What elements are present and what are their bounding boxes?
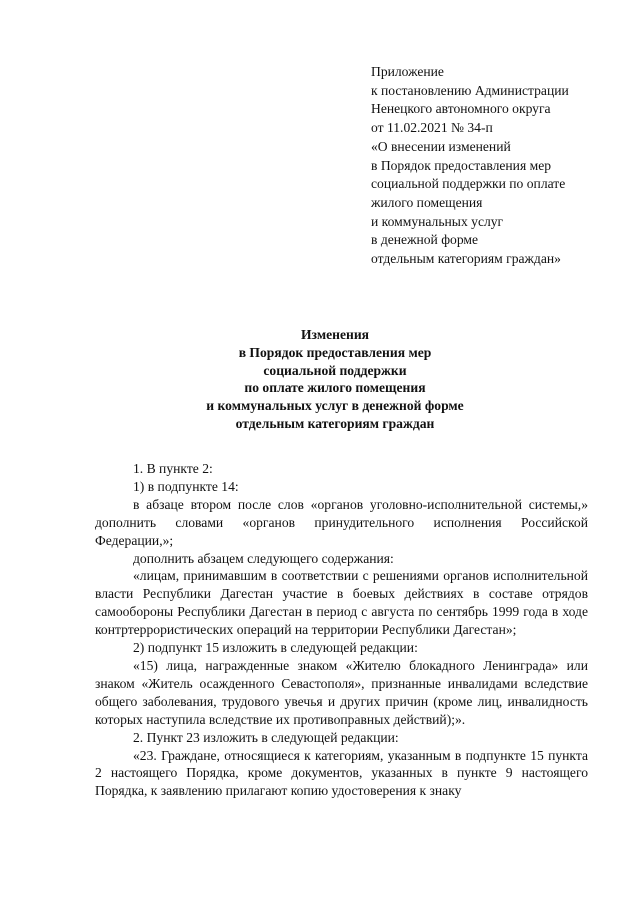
body-paragraph: «23. Граждане, относящиеся к категориям, указанным в подпункте 15 пункта 2 настоящего Порядка, кроме документов, указанных в пункте 9 настоящего Порядка, к заявлению прилагают копию удостоверения к знаку [95, 747, 588, 799]
title-line: по оплате жилого помещения [244, 380, 426, 396]
body-paragraph: в абзаце втором после слов «органов уголовно-исполнительной системы,» дополнить словами «органов принудительного исполнения Российской Федерации,»; [95, 496, 588, 548]
appendix-line: и коммунальных услуг [371, 213, 504, 229]
title-line: в Порядок предоставления мер [238, 344, 432, 360]
document-body [95, 460, 588, 800]
appendix-line: отдельным категориям граждан» [371, 251, 561, 267]
appendix-line: социальной поддержки по оплате [371, 176, 566, 192]
body-paragraph: 2. Пункт 23 изложить в следующей редакции: [133, 729, 399, 745]
body-paragraph: дополнить абзацем следующего содержания: [133, 550, 394, 566]
body-paragraph: 1) в подпункте 14: [133, 478, 239, 494]
body-paragraph: «15) лица, награжденные знаком «Жителю блокадного Ленинграда» или знаком «Житель осажденного Севастополя», признанные инвалидами вследствие общего заболевания, трудового увечья и других причин (кроме лиц, инвалидность которых наступила вследствие их противоправных действий);». [95, 657, 588, 727]
body-paragraph: «лицам, принимавшим в соответствии с решениями органов исполнительной власти Республики Дагестан участие в боевых действиях в составе отрядов самообороны Республики Дагестан в период с августа по сентябрь 1999 года в ходе контртеррористических операций на территории Республики Дагестан»; [95, 568, 588, 638]
appendix-line: к постановлению Администрации [371, 82, 569, 98]
appendix-line: жилого помещения [371, 194, 483, 210]
document-title [100, 326, 570, 433]
appendix-line: в Порядок предоставления мер [371, 157, 552, 173]
appendix-line: Ненецкого автономного округа [371, 101, 551, 117]
appendix-line: от 11.02.2021 № 34-п [371, 120, 493, 136]
appendix-header [371, 63, 621, 269]
appendix-line: Приложение [371, 64, 444, 79]
title-line: социальной поддержки [263, 362, 407, 378]
appendix-line: в денежной форме [371, 232, 479, 248]
body-paragraph: 2) подпункт 15 изложить в следующей редакции: [133, 640, 418, 656]
appendix-line: «О внесении изменений [371, 138, 511, 154]
title-line: Изменения [300, 327, 370, 342]
body-paragraph: 1. В пункте 2: [133, 461, 213, 476]
title-line: отдельным категориям граждан [235, 415, 435, 431]
title-line: и коммунальных услуг в денежной форме [206, 398, 464, 414]
